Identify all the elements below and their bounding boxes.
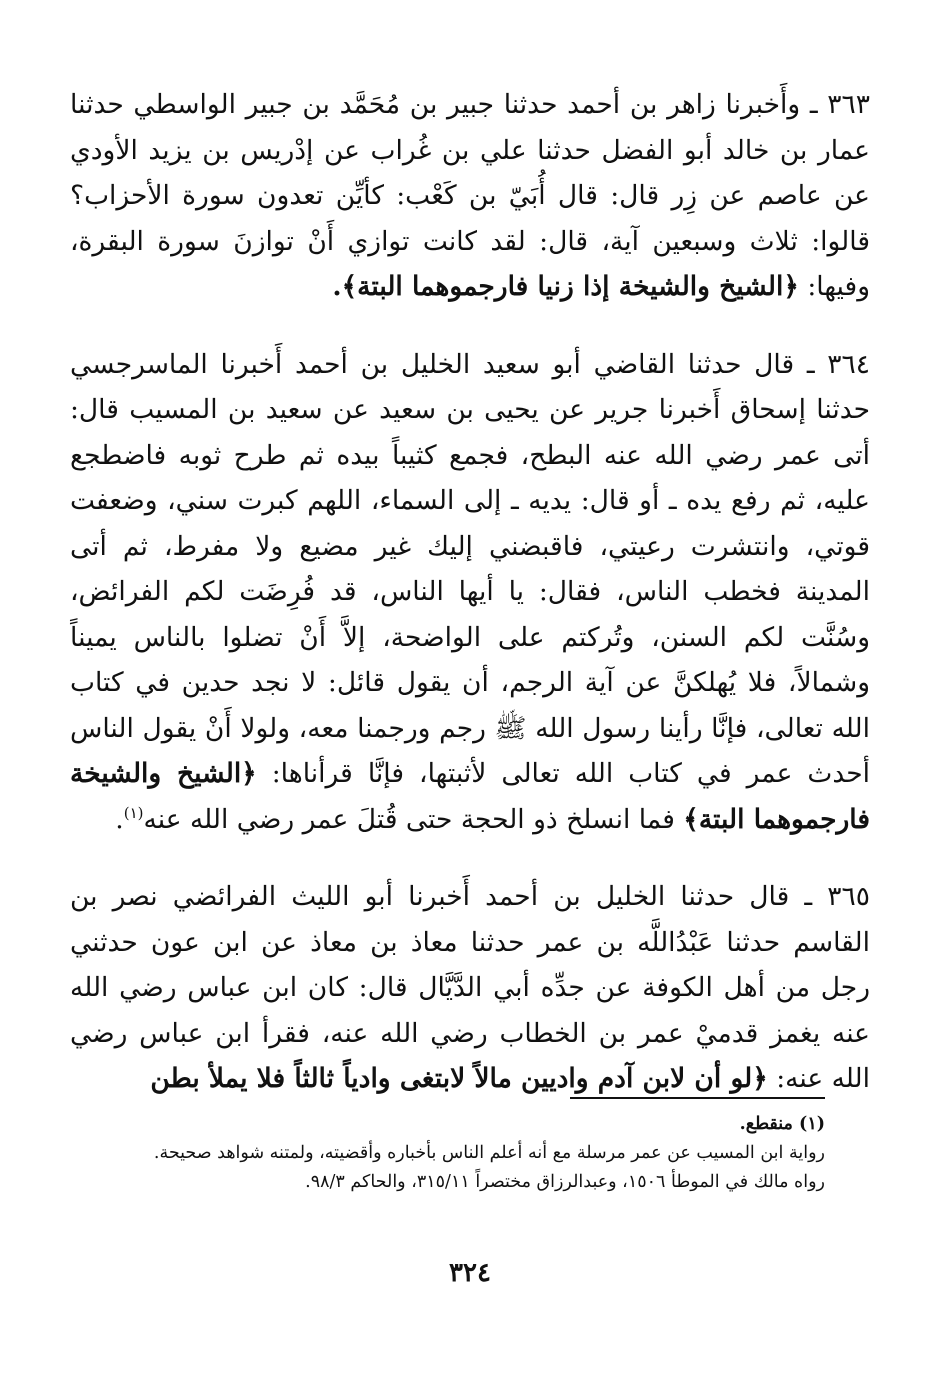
- hadith-364-text-end: فما انسلخ ذو الحجة حتى قُتلَ عمر رضي الله عنه: [143, 803, 684, 835]
- hadith-364-quote: ﴿الشيخ والشيخة فارجموهما البتة﴾: [70, 758, 870, 835]
- hadith-363: [70, 82, 870, 310]
- footnote-line: رواه مالك في الموطأ ١٥٠٦، وعبدالرزاق مختصراً ٣١٥/١١، والحاكم ٩٨/٣.: [305, 1172, 825, 1192]
- hadith-365-quote: ﴿لو أن لابن آدم واديين مالاً لابتغى وادياً ثالثاً فلا يملأ بطن: [150, 1063, 768, 1094]
- hadith-365: [70, 874, 870, 1102]
- page-number: ٣٢٤: [449, 1258, 491, 1288]
- hadith-363-text: ٣٦٣ ـ وأَخبرنا زاهر بن أحمد حدثنا جبير بن مُحَمَّد بن جبير الواسطي حدثنا عمار بن خالد أبو الفضل حدثنا علي بن غُراب عن إدْريس بن يزيد الأودي عن عاصم عن زِر قال: قال أُبَيّ بن كَعْب: كأيِّن تعدون سورة الأحزاب؟ قالوا: ثلاث وسبعين آية، قال: لقد كانت توازي أَنْ توازنَ سورة البقرة، وفيها:: [70, 89, 870, 302]
- footnote-heading: (١) منقطع.: [739, 1114, 825, 1134]
- hadith-364-period: .: [115, 803, 124, 835]
- footnote-divider: [570, 1097, 825, 1099]
- hadith-364-text: ٣٦٤ ـ قال حدثنا القاضي أبو سعيد الخليل بن أحمد أَخبرنا الماسرجسي حدثنا إسحاق أَخبرنا جرير عن يحيى بن سعيد عن سعيد بن المسيب قال: أتى عمر رضي الله عنه البطح، فجمع كثيباً بيده ثم طرح ثوبه فاضطجع عليه، ثم رفع يده ـ أو قال: يديه ـ إلى السماء، اللهم كبرت سني، وضعفت قوتي، وانتشرت رعيتي، فاقبضني إليك غير مضيع ولا مفرط، ثم أتى المدينة فخطب الناس، فقال: يا أيها الناس، قد فُرِضَت لكم الفرائض، وسُنَّت لكم السنن، وتُركتم على الواضحة، إلاَّ أَنْ تضلوا بالناس يميناً وشمالاً، فلا يُهلكنَّ عن آية الرجم، أن يقول قائل: لا نجد حدين في كتاب الله تعالى، فإنَّا رأينا رسول الله ﷺ رجم ورجمنا معه، ولولا أَنْ يقول الناس أحدث عمر في كتاب الله تعالى لأثبتها، فإنَّا قرأناها:: [70, 348, 870, 789]
- footnote-line: رواية ابن المسيب عن عمر مرسلة مع أنه أعلم الناس بأخباره وأقضيته، ولمتنه شواهد صحيحة.: [153, 1143, 825, 1163]
- footnote-ref[interactable]: (١): [123, 803, 144, 822]
- hadith-364: [70, 342, 870, 843]
- hadith-365-text: ٣٦٥ ـ قال حدثنا الخليل بن أحمد أَخبرنا أبو الليث الفرائضي نصر بن القاسم حدثنا عَبْدُاللَّه بن عمر حدثنا معاذ بن معاذ عن ابن عون حدثني رجل من أهل الكوفة عن جدِّه أبي الدَّيَّال قال: كان ابن عباس رضي الله عنه يغمز قدميْ عمر بن الخطاب رضي الله عنه، فقرأ ابن عباس رضي الله عنه:: [70, 881, 870, 1094]
- hadith-363-quote: ﴿الشيخ والشيخة إذا زنيا فارجموهما البتة﴾.: [332, 271, 799, 302]
- footnotes: [70, 1110, 825, 1197]
